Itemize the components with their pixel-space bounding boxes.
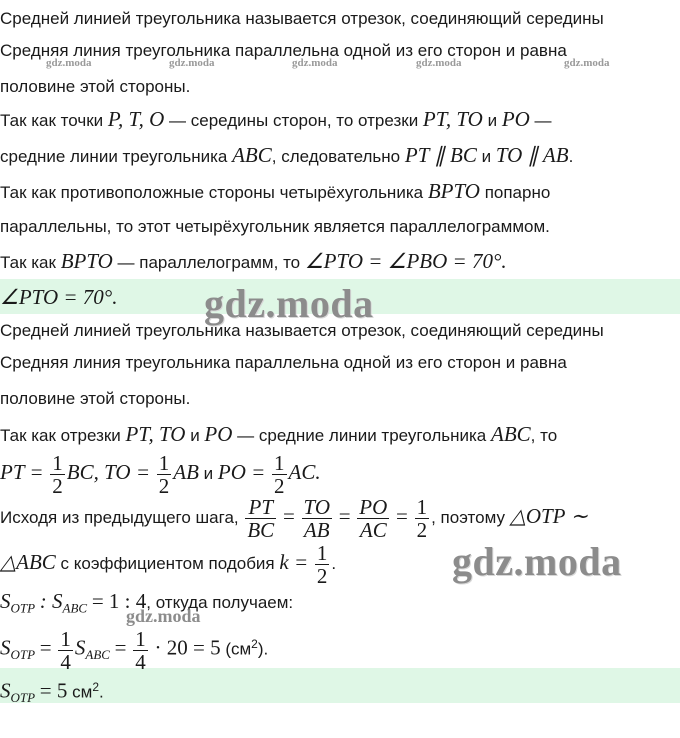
watermark-small-5: gdz.moda bbox=[564, 57, 610, 69]
watermark-big-1: gdz.moda bbox=[204, 281, 374, 326]
ratio-po-ac: $\frac{PO}{AC}$ bbox=[359, 495, 388, 543]
watermark-small-4: gdz.moda bbox=[416, 57, 462, 69]
half-fraction: $\frac{1}{2}$ bbox=[274, 451, 285, 499]
watermark-big-2: gdz.moda bbox=[452, 539, 622, 584]
p1-line-1: Средней линией треугольника называется отрезок, соединяющий середины bbox=[0, 9, 604, 28]
p1-line-7: параллельны, то этот четырёхугольник является параллелограммом. bbox=[0, 217, 550, 236]
p1-line-4: Так как точки P, T, O — середины сторон, то отрезки PT, TO и PO — bbox=[0, 107, 552, 131]
quarter-fraction: $\frac{1}{4}$ bbox=[135, 626, 146, 674]
ratio-pt-bc: $\frac{PT}{BC}$ bbox=[247, 495, 275, 543]
half-fraction: $\frac{1}{2}$ bbox=[158, 451, 170, 499]
ratio-to-ab: $\frac{TO}{AB}$ bbox=[303, 495, 330, 543]
watermark-small-2: gdz.moda bbox=[169, 57, 215, 69]
p2-line-9: $S_{OTP}$ = $\frac{1}{4}$ $S_{ABC}$ = $\frac{1}{4}$ · 20 = 5 $(см^2)$. bbox=[0, 626, 269, 674]
p2-line-5: PT = $\frac{1}{2}$ BC, TO = $\frac{1}{2}$ AB и PO = $\frac{1}{2}$ AC. bbox=[0, 451, 321, 499]
p2-line-4: Так как отрезки PT, TO и PO — средние линии треугольника ABC, то bbox=[0, 422, 558, 446]
ratio-half: $\frac{1}{2}$ bbox=[416, 495, 428, 543]
p1-line-3: половине этой стороны. bbox=[0, 77, 191, 96]
p1-line-6: Так как противоположные стороны четырёхугольника BPTO попарно bbox=[0, 179, 551, 203]
p1-line-2: Средняя линия треугольника параллельна одной из его сторон и равна bbox=[0, 41, 567, 60]
p2-line-1: Средней линией треугольника называется отрезок, соединяющий середины bbox=[0, 321, 604, 340]
half-fraction: $\frac{1}{2}$ bbox=[52, 451, 63, 499]
p2-line-6: Исходя из предыдущего шага, $\frac{PT}{BC}$ = $\frac{TO}{AB}$ = $\frac{PO}{AC}$ = $\frac{1}{2}$ , поэтому △OTP ∼ bbox=[0, 495, 588, 543]
p1-answer: ∠PTO = 70°. bbox=[0, 285, 118, 309]
p1-line-5: средние линии треугольника ABC, следовательно PT ∥ BC и TO ∥ AB. bbox=[0, 143, 574, 167]
watermark-small-1: gdz.moda bbox=[46, 57, 92, 69]
p2-line-3: половине этой стороны. bbox=[0, 389, 191, 408]
k-fraction: $\frac{1}{2}$ bbox=[316, 541, 328, 589]
p1-line-8: Так как BPTO — параллелограмм, то ∠PTO = ∠PBO = 70°. bbox=[0, 249, 507, 273]
p2-line-2: Средняя линия треугольника параллельна одной из его сторон и равна bbox=[0, 353, 567, 372]
watermark-mid: gdz.moda bbox=[126, 606, 201, 626]
p2-answer: $S_{OTP} = 5$ $см^2$. bbox=[0, 678, 104, 706]
quarter-fraction: $\frac{1}{4}$ bbox=[60, 626, 71, 674]
watermark-small-3: gdz.moda bbox=[292, 57, 338, 69]
p2-line-8: $S_{OTP}$ : $S_{ABC} = 1$ : 4, откуда получаем: bbox=[0, 589, 294, 616]
p2-line-7: △ABC с коэффициентом подобия k = $\frac{1}{2}$ . bbox=[0, 541, 337, 589]
